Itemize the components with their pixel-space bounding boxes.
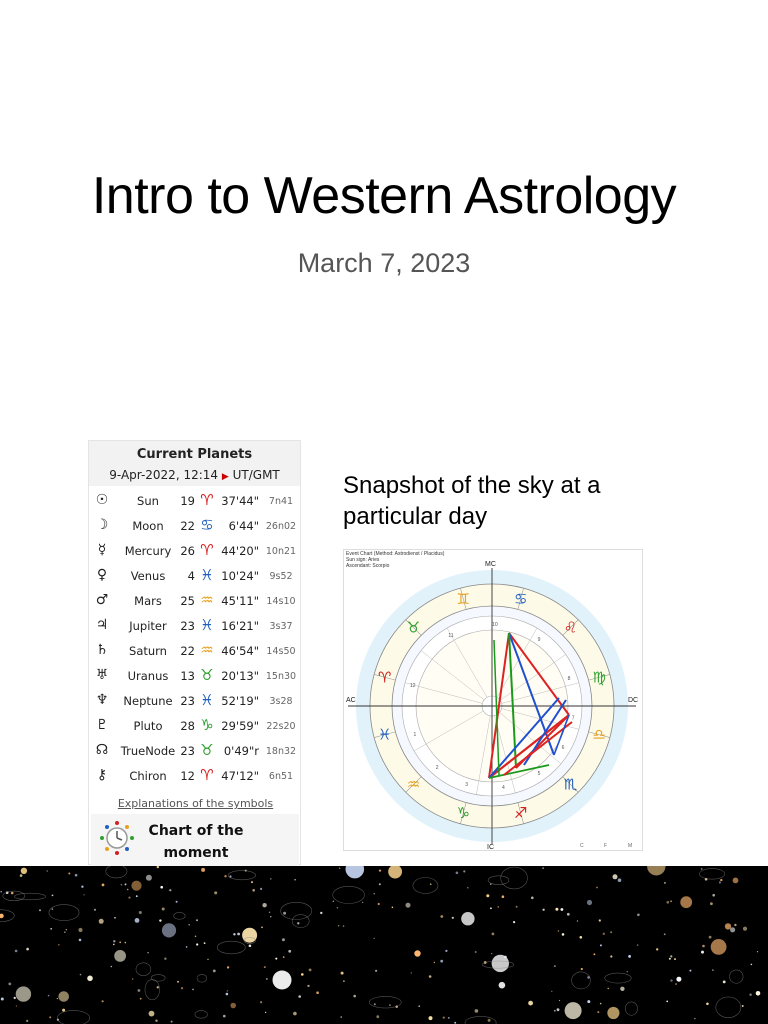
chart-header-method: Event Chart (Method: Astrodienst / Placidus): [346, 551, 445, 557]
chart-header-asc: Ascendant: Scorpio: [346, 563, 390, 569]
planet-position: 10'24": [221, 569, 259, 583]
planet-position: 20'13": [221, 669, 259, 683]
ac-label: AC: [346, 697, 356, 704]
house-number: 9: [537, 636, 541, 643]
chart-of-moment-button[interactable]: [91, 814, 299, 866]
planet-symbol-icon: ☉: [95, 492, 109, 508]
planet-speed: 14s50: [266, 646, 296, 657]
house-number: 6: [561, 745, 565, 751]
planet-name: Neptune: [123, 694, 173, 708]
planet-symbol-icon: ♆: [95, 692, 109, 708]
zodiac-glyph-icon: ♈: [378, 668, 392, 687]
planet-position: 29'59": [221, 719, 259, 733]
planet-row: [89, 490, 302, 515]
planet-symbol-icon: ☊: [95, 742, 109, 758]
zodiac-glyph-icon: ♋: [514, 589, 528, 608]
house-number: 4: [502, 785, 505, 792]
mc-label: MC: [485, 561, 496, 568]
zodiac-glyph-icon: ♓: [378, 725, 392, 744]
chart-footer-m: M: [628, 843, 633, 849]
zodiac-sign-icon: ♓: [200, 616, 214, 634]
zodiac-glyph-icon: ♐: [514, 804, 528, 823]
planet-speed: 14s10: [266, 596, 296, 607]
panel-date[interactable]: [89, 468, 300, 482]
planet-symbol-icon: ♇: [95, 717, 109, 733]
slide-subtitle: March 7, 2023: [297, 248, 471, 278]
planet-name: TrueNode: [120, 744, 176, 758]
planet-row: [89, 690, 302, 715]
planet-row: [89, 765, 302, 790]
zodiac-sign-icon: ♈: [200, 541, 214, 559]
planet-degree: 13: [180, 669, 195, 683]
planet-speed: 26n02: [265, 521, 297, 532]
planet-speed: 9s52: [269, 571, 293, 582]
planet-symbol-icon: ♃: [95, 617, 109, 633]
zodiac-glyph-icon: ♒: [406, 775, 421, 794]
chart-footer-f: F: [604, 843, 608, 849]
current-planets-panel: [88, 440, 301, 865]
panel-header: [89, 441, 300, 486]
zodiac-sign-icon: ♓: [200, 691, 214, 709]
panel-title: Current Planets: [136, 447, 253, 462]
chart-header-sun: Sun sign: Aries: [346, 557, 380, 563]
caret-right-icon: ▶: [221, 472, 229, 482]
zodiac-sign-icon: ♑: [200, 716, 214, 734]
planet-symbol-icon: ♀: [96, 567, 108, 583]
planet-name: Venus: [130, 569, 166, 583]
chart-wheel: [344, 550, 643, 851]
zodiac-glyph-icon: ♊: [456, 589, 470, 608]
planet-row: [89, 515, 302, 540]
house-number: 1: [413, 732, 417, 739]
house-number: 2: [435, 764, 439, 771]
chart-footer-c: C: [580, 843, 584, 849]
planet-position: 46'54": [221, 644, 259, 658]
planet-symbol-icon: ☿: [97, 542, 107, 558]
planet-position: 45'11": [221, 594, 259, 608]
planet-symbol-icon: ♅: [95, 667, 109, 683]
chart-of-moment-label: Chart of the moment: [148, 823, 244, 861]
planet-position: 37'44": [221, 494, 259, 508]
planet-speed: 6n51: [268, 771, 294, 782]
planet-speed: 22s20: [266, 721, 296, 732]
planet-name: Mars: [134, 594, 162, 608]
planet-row: [89, 715, 302, 740]
zodiac-glyph-icon: ♉: [406, 618, 421, 637]
explanations-link[interactable]: Explanations of the symbols: [117, 797, 274, 810]
planet-degree: 4: [187, 569, 195, 583]
house-number: 7: [571, 715, 575, 722]
slide-title: Intro to Western Astrology: [91, 167, 677, 225]
starfield-image: [0, 866, 768, 1024]
planet-row: [89, 590, 302, 615]
house-number: 3: [465, 781, 469, 788]
planet-degree: 12: [180, 769, 195, 783]
house-number: 5: [537, 771, 541, 778]
planet-degree: 22: [180, 644, 195, 658]
planet-symbol-icon: ♄: [95, 642, 109, 658]
planet-position: 44'20": [221, 544, 259, 558]
planet-speed: 18n32: [265, 746, 297, 757]
zodiac-glyph-icon: ♑: [456, 804, 470, 823]
planet-degree: 23: [180, 694, 195, 708]
planet-list: [89, 490, 302, 790]
planet-degree: 19: [180, 494, 195, 508]
zodiac-sign-icon: ♒: [200, 641, 214, 659]
planet-speed: 3s28: [269, 696, 293, 707]
planet-symbol-icon: ♂: [95, 592, 109, 608]
planet-symbol-icon: ⚷: [96, 767, 108, 783]
planet-degree: 25: [180, 594, 195, 608]
planet-row: [89, 665, 302, 690]
planet-row: [89, 615, 302, 640]
planet-name: Chiron: [129, 769, 167, 783]
planet-position: 16'21": [221, 619, 259, 633]
planet-speed: 15n30: [265, 671, 297, 682]
zodiac-sign-icon: ♈: [200, 766, 214, 784]
zodiac-sign-icon: ♒: [200, 591, 214, 609]
planet-name: Pluto: [133, 719, 163, 733]
planet-name: Mercury: [124, 544, 172, 558]
zodiac-glyph-icon: ♍: [592, 668, 606, 687]
planet-position: 0'49"r: [223, 744, 259, 758]
house-number: 8: [567, 675, 571, 682]
planet-row: [89, 540, 302, 565]
dc-label: DC: [628, 697, 639, 704]
planet-degree: 22: [180, 519, 195, 533]
planet-row: [89, 565, 302, 590]
zodiac-glyph-icon: ♏: [563, 775, 578, 794]
planet-name: Moon: [132, 519, 164, 533]
planet-speed: 10n21: [265, 546, 297, 557]
planet-name: Jupiter: [129, 619, 167, 633]
planet-row: [89, 640, 302, 665]
planet-name: Sun: [137, 494, 159, 508]
zodiac-sign-icon: ♓: [200, 566, 214, 584]
planet-position: 47'12": [221, 769, 259, 783]
planet-degree: 23: [180, 744, 195, 758]
planet-degree: 28: [180, 719, 195, 733]
planet-symbol-icon: ☽: [95, 517, 109, 533]
ic-label: IC: [487, 844, 494, 851]
zodiac-sign-icon: ♋: [200, 516, 214, 534]
panel-timezone: UT/GMT: [232, 468, 280, 482]
snapshot-caption: Snapshot of the sky at a particular day: [343, 472, 601, 530]
starfield-graphic: [0, 866, 768, 1024]
planet-speed: 7n41: [268, 496, 294, 507]
zodiac-clock-icon: [99, 820, 135, 856]
planet-name: Saturn: [129, 644, 167, 658]
house-number: 11: [448, 632, 454, 639]
natal-chart: [343, 549, 643, 851]
planet-name: Uranus: [127, 669, 169, 683]
zodiac-sign-icon: ♈: [200, 491, 214, 509]
planet-degree: 26: [180, 544, 195, 558]
planet-position: 6'44": [228, 519, 259, 533]
house-number: 10: [492, 622, 498, 629]
planet-degree: 23: [180, 619, 195, 633]
zodiac-sign-icon: ♉: [200, 666, 214, 684]
planet-speed: 3s37: [269, 621, 293, 632]
house-number: 12: [410, 682, 416, 689]
planet-position: 52'19": [221, 694, 259, 708]
zodiac-glyph-icon: ♌: [563, 618, 578, 637]
zodiac-glyph-icon: ♎: [592, 725, 606, 744]
planet-row: [89, 740, 302, 765]
panel-date-value: 9-Apr-2022, 12:14: [109, 468, 219, 482]
zodiac-sign-icon: ♉: [200, 741, 214, 759]
